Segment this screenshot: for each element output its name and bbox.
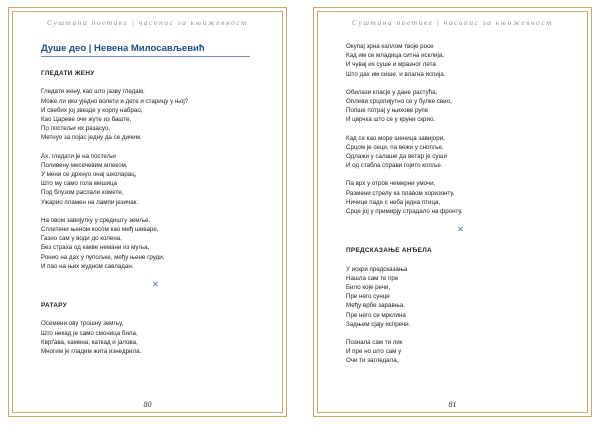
poem-line: Кад се као море шеница завијори, xyxy=(346,134,445,142)
poem-line: Поливену месечевим млеком, xyxy=(41,161,128,169)
poem-line: Ужарио пламен на лампи језичак. xyxy=(41,198,139,206)
title-divider xyxy=(41,56,250,57)
poem-body xyxy=(41,87,270,271)
poem-line: Без страха од какве немани из муља, xyxy=(41,244,150,252)
running-header: Суштина поетике | часопис за књижевност xyxy=(46,18,249,27)
poem-line: Очи ти загледала, xyxy=(346,357,399,365)
poem-line: Ронио на дах у пупољке, међу њене груди, xyxy=(41,253,165,261)
poem-line: И цврчка што се у круни скрио. xyxy=(346,116,436,124)
poem-line: Окупај зрна каплом твоје росе xyxy=(346,43,434,50)
poem-line: Било које речи, xyxy=(346,284,391,292)
page-number: 81 xyxy=(448,400,457,409)
left-content xyxy=(41,40,270,365)
poem-line: Може ли ико уједно волети и дете и старицу у њој? xyxy=(41,97,189,105)
poem-line: Газио сам у води до колена, xyxy=(41,235,122,243)
poem-line: И пао на њих жудном савладан. xyxy=(41,262,134,270)
poem-line: Попше потрај у њихове рупе xyxy=(346,107,429,115)
stanza xyxy=(346,134,575,171)
poem-line: Ничице паде с неба једна птица, xyxy=(346,198,441,206)
section-title: Душе део | Невена Милосављевић xyxy=(41,43,205,54)
poem-line: Оплеви срцопијутно се у булке свио, xyxy=(346,98,452,106)
poem-line: И пре но што сам у xyxy=(346,348,402,356)
poem-line: Многим је гладим жита изнедрила. xyxy=(41,348,142,356)
poem-line: И чувај их суше и мразног лета xyxy=(346,61,436,69)
poem-body xyxy=(41,319,270,356)
poem-line: Што му само гола мишица xyxy=(41,180,117,188)
poem-line: Познала сам ти лик xyxy=(346,339,403,347)
page-number: 80 xyxy=(143,400,152,409)
stanza xyxy=(41,87,270,142)
poem-body xyxy=(346,265,575,366)
poem-title: ГЛЕДАТИ ЖЕНУ xyxy=(41,70,95,78)
stanza xyxy=(346,338,575,366)
right-content xyxy=(346,42,575,375)
poem-line: Ах, гледати је на постељи xyxy=(41,152,116,160)
poem-line: У искри предсказања xyxy=(346,265,408,273)
poem-line: Одлажи у салаше да ветар је суши xyxy=(346,153,447,161)
running-header: Суштина поетике | часопис за књижевност xyxy=(351,18,554,27)
poem-line: Кврґава, камена, каткад и јалова, xyxy=(41,338,138,346)
poem-line: Сплетени њеном косом као међ шеварe, xyxy=(41,226,159,234)
left-page xyxy=(5,4,290,420)
poem-line: По постељи их разасуо, xyxy=(41,125,111,133)
poem-line: Пре него се мрклина xyxy=(346,311,406,319)
poem-line: Размени стрелу ка плавом хоризонту, xyxy=(346,189,455,197)
poem-line: На овом завијутку у средишту земље, xyxy=(41,216,151,224)
stanza xyxy=(41,152,270,207)
poem-line: Пре него сунце xyxy=(346,293,390,301)
poem-line: У мени се дрхнуо онај школарац, xyxy=(41,171,137,179)
poem-line: Што дах им сише, и влагна испија. xyxy=(346,70,446,78)
poem-line: Као Цареве очи жуте из баште, xyxy=(41,116,132,124)
poem-line: Па врх у отров чемерни умочи, xyxy=(346,180,436,188)
poem-title: РАТАРУ xyxy=(41,302,68,310)
poem-line: Међу врбе заравња, xyxy=(346,302,405,310)
poem-line: Нашла сам те пре xyxy=(346,274,399,282)
poem-line: Задњем сјају испречи. xyxy=(346,320,411,328)
poem-line: И од стабла справи гојито копље. xyxy=(346,162,443,170)
stanza xyxy=(41,216,270,271)
poem-line: Кад им се младица ситна исклија, xyxy=(346,52,445,60)
stanza xyxy=(346,265,575,329)
stanza xyxy=(41,319,270,356)
poem-body xyxy=(346,42,575,216)
poem-line: Под блузом распали комете, xyxy=(41,189,124,197)
stanza xyxy=(346,42,575,79)
stanza xyxy=(346,179,575,216)
ornament-icon: ✕ xyxy=(457,225,464,235)
poem-line: Метнуо за појас једну да се дичим. xyxy=(41,134,142,142)
stanza xyxy=(346,88,575,125)
poem-line: Срце јој у примирју страдало на фронту. xyxy=(346,208,463,216)
poem-line: И свебих јој звезде у корпу набрао, xyxy=(41,106,143,114)
poem-line: Што некад је само смоница била, xyxy=(41,329,138,337)
poem-line: Гледати жену, као што јазву гледам, xyxy=(41,88,145,96)
poem-line: Срцом је сеци, па вежи у снопље, xyxy=(346,143,444,151)
poem-title: ПРЕДСКАЗАЊЕ АНЂЕЛА xyxy=(346,247,432,255)
right-page xyxy=(310,4,595,420)
poem-line: Осемени ову трошну земљу, xyxy=(41,320,124,328)
ornament-icon: ✕ xyxy=(152,280,159,290)
poem-line: Обилази класје у дане растућа, xyxy=(346,88,438,96)
